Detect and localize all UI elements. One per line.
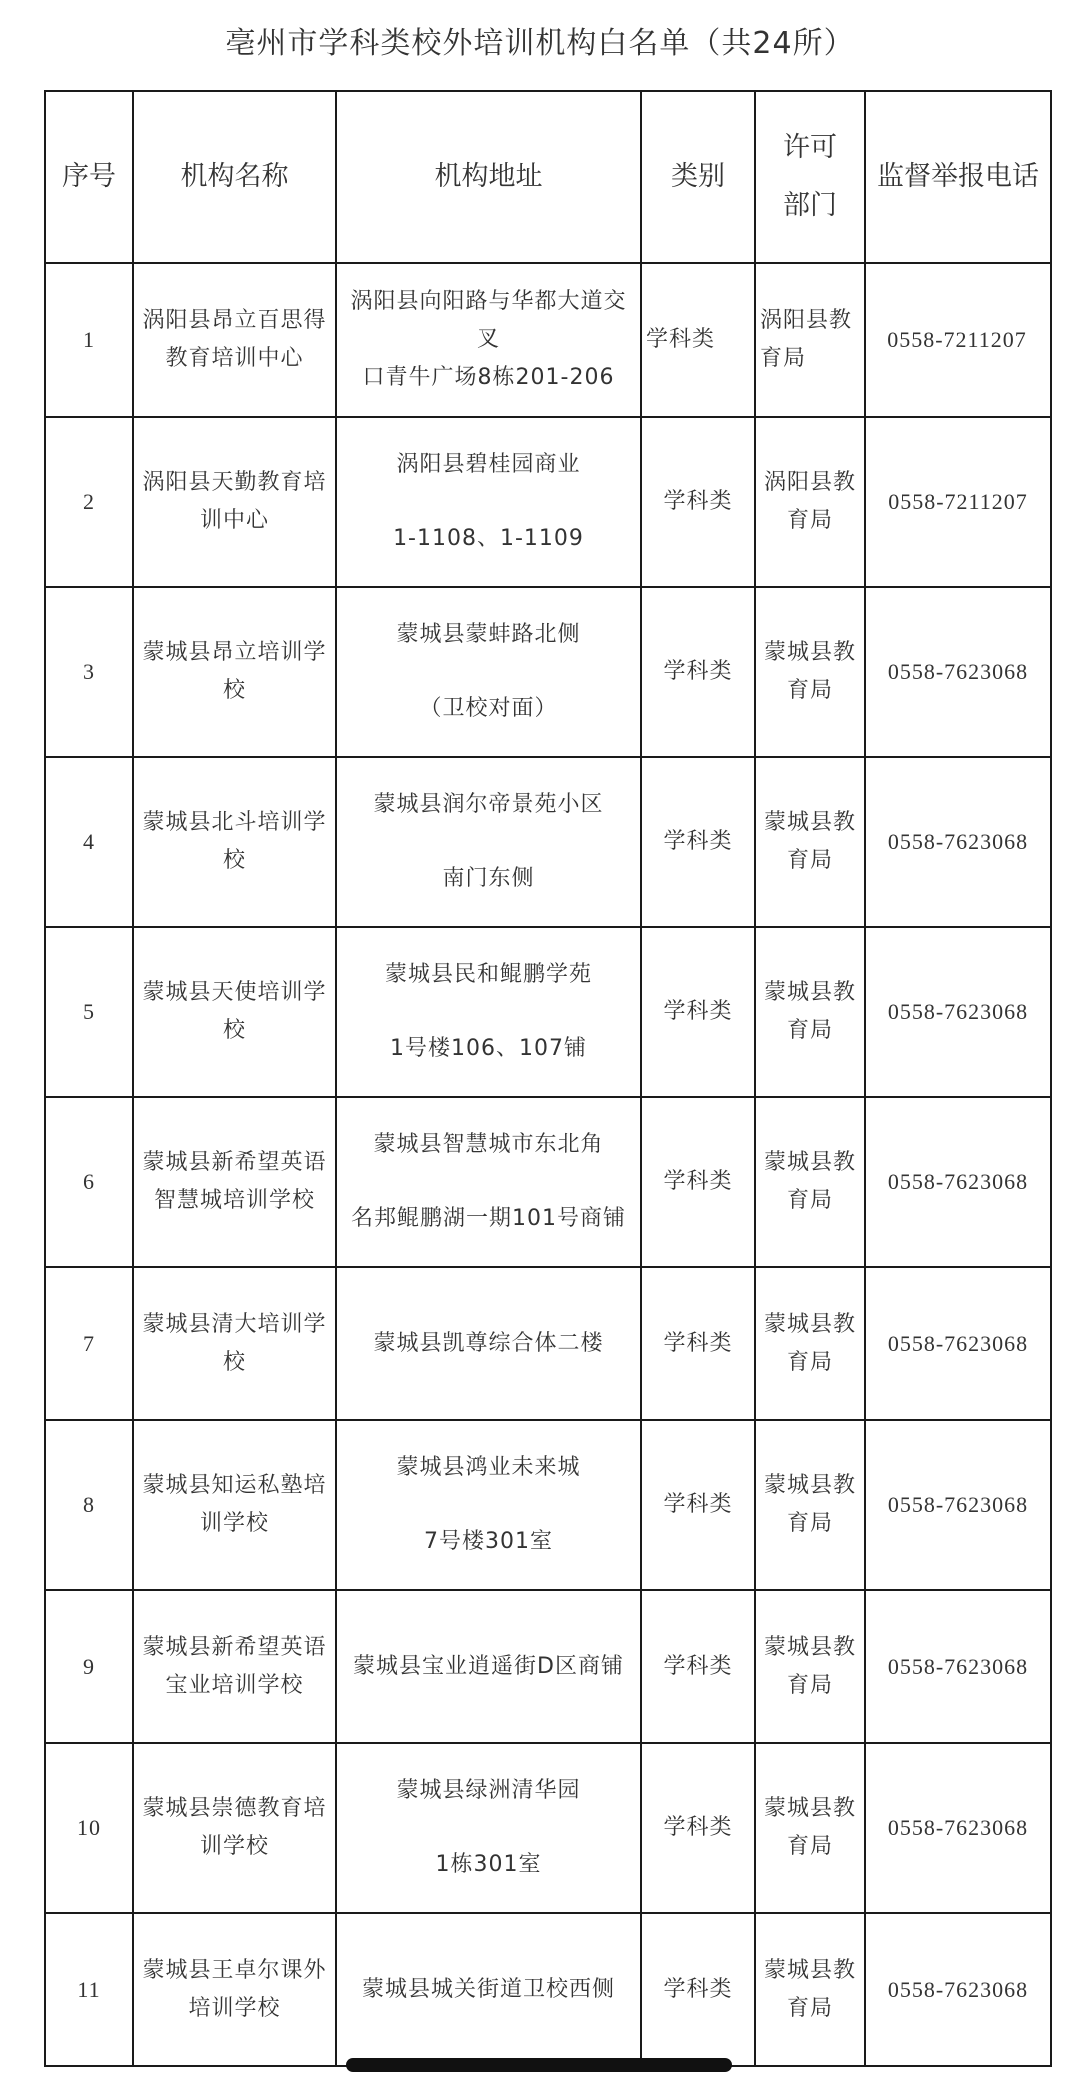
name-line-2: 校 [222, 848, 246, 873]
address-line-2: （卫校对面） [419, 696, 558, 721]
cell-address [336, 263, 641, 417]
address-line-1: 蒙城县民和鲲鹏学苑 [384, 962, 592, 987]
name-line-2: 教育培训中心 [165, 346, 304, 371]
header-category: 类别 [641, 91, 755, 263]
header-index: 序号 [45, 91, 133, 263]
header-name: 机构名称 [133, 91, 336, 263]
table-row [45, 417, 1051, 587]
dept-line-2: 育局 [786, 508, 833, 533]
cell-address [336, 1913, 641, 2066]
dept-line-2: 育局 [786, 1188, 833, 1213]
header-dept-line2: 部门 [783, 190, 837, 221]
dept-line-1: 蒙城县教 [763, 980, 856, 1005]
address-gap [341, 1487, 636, 1523]
cell-address [336, 587, 641, 757]
cell-index: 3 [45, 587, 133, 757]
dept-line-1: 蒙城县教 [763, 1796, 856, 1821]
table-row [45, 587, 1051, 757]
dept-line-1: 涡阳县教 [763, 470, 856, 495]
cell-index: 1 [45, 263, 133, 417]
cell-address [336, 417, 641, 587]
cell-name [133, 417, 336, 587]
table-row [45, 1590, 1051, 1743]
table-row [45, 1913, 1051, 2066]
name-line-2: 训学校 [199, 1834, 269, 1859]
table-row [45, 263, 1051, 417]
name-line-1: 蒙城县天使培训学 [142, 980, 327, 1005]
cell-dept [755, 757, 865, 927]
cell-address [336, 1590, 641, 1743]
name-line-2: 校 [222, 678, 246, 703]
dept-line-2: 育局 [786, 1995, 833, 2021]
cell-phone: 0558-7623068 [865, 1913, 1051, 2066]
address-line-2: 口青牛广场8栋201-206 [362, 365, 615, 390]
address-gap [341, 1810, 636, 1846]
cell-dept [755, 1420, 865, 1590]
header-dept-spacer [760, 170, 860, 184]
dept-line-2: 育局 [786, 1018, 833, 1043]
header-phone: 监督举报电话 [865, 91, 1051, 263]
name-line-1: 涡阳县天勤教育培 [142, 470, 327, 495]
cell-address [336, 757, 641, 927]
cell-phone: 0558-7211207 [865, 263, 1051, 417]
cell-index: 9 [45, 1590, 133, 1743]
name-line-1: 蒙城县知运私塾培 [142, 1473, 327, 1498]
address-gap [341, 994, 636, 1030]
address-gap [341, 1164, 636, 1200]
header-dept-line1: 许可 [783, 132, 837, 163]
cell-index: 6 [45, 1097, 133, 1267]
address-line-2: 1号楼106、107铺 [390, 1036, 587, 1061]
dept-line-2: 育局 [786, 1511, 833, 1536]
table-row [45, 1420, 1051, 1590]
name-line-2: 智慧城培训学校 [153, 1188, 315, 1213]
address-line-1: 蒙城县润尔帝景苑小区 [373, 792, 604, 817]
address-line-1: 蒙城县蒙蚌路北侧 [396, 622, 581, 647]
cell-category: 学科类 [641, 587, 755, 757]
cell-name [133, 1267, 336, 1420]
name-line-1: 涡阳县昂立百思得 [142, 308, 327, 333]
whitelist-table [44, 90, 1052, 2067]
cell-dept [755, 1267, 865, 1420]
address-line-2: 1栋301室 [435, 1852, 542, 1877]
cell-category: 学科类 [641, 263, 755, 417]
cell-address [336, 1743, 641, 1913]
name-line-1: 蒙城县新希望英语 [142, 1150, 327, 1175]
address-gap [341, 484, 636, 520]
dept-line-2: 育局 [786, 678, 833, 703]
table-row [45, 1267, 1051, 1420]
cell-category: 学科类 [641, 1267, 755, 1420]
address-line-1: 涡阳县碧桂园商业 [396, 452, 581, 477]
cell-dept [755, 1590, 865, 1743]
cell-category: 学科类 [641, 757, 755, 927]
name-line-2: 训中心 [199, 508, 269, 533]
name-line-1: 蒙城县北斗培训学 [142, 810, 327, 835]
cell-index: 4 [45, 757, 133, 927]
address-line-1: 涡阳县向阳路与华都大道交叉 [350, 289, 627, 352]
page-title: 亳州市学科类校外培训机构白名单（共24所） [225, 26, 855, 61]
cell-index: 2 [45, 417, 133, 587]
dept-line-1: 蒙城县教 [763, 1473, 856, 1498]
cell-dept [755, 927, 865, 1097]
cell-phone: 0558-7623068 [865, 1097, 1051, 1267]
cell-index: 5 [45, 927, 133, 1097]
dept-line-2: 育局 [786, 848, 833, 873]
cell-dept [755, 587, 865, 757]
cell-category: 学科类 [641, 1743, 755, 1913]
name-line-2: 培训学校 [188, 1995, 281, 2021]
cell-index: 11 [45, 1913, 133, 2066]
cell-address [336, 1097, 641, 1267]
dept-line-2: 育局 [786, 1349, 833, 1375]
dept-line-2: 育局 [786, 1834, 833, 1859]
address-line-1: 蒙城县鸿业未来城 [396, 1455, 581, 1480]
address-gap [341, 824, 636, 860]
cell-name [133, 1097, 336, 1267]
dept-line-2: 育局 [760, 346, 807, 371]
cell-address [336, 927, 641, 1097]
address-line-2: 名邦鲲鹏湖一期101号商铺 [351, 1206, 626, 1231]
name-line-1: 蒙城县崇德教育培 [142, 1796, 327, 1821]
address-line-1: 蒙城县绿洲清华园 [396, 1778, 581, 1803]
cell-name [133, 1420, 336, 1590]
cell-phone: 0558-7211207 [865, 417, 1051, 587]
header-address: 机构地址 [336, 91, 641, 263]
table-row [45, 1097, 1051, 1267]
home-indicator[interactable] [346, 2058, 732, 2072]
name-line-2: 训学校 [199, 1511, 269, 1536]
cell-index: 8 [45, 1420, 133, 1590]
dept-line-1: 蒙城县教 [763, 810, 856, 835]
cell-address [336, 1267, 641, 1420]
dept-line-2: 育局 [786, 1672, 833, 1698]
address-line-2: 1-1108、1-1109 [393, 526, 584, 551]
cell-phone: 0558-7623068 [865, 927, 1051, 1097]
table-row [45, 927, 1051, 1097]
header-dept [755, 91, 865, 263]
cell-phone: 0558-7623068 [865, 1267, 1051, 1420]
cell-category: 学科类 [641, 927, 755, 1097]
cell-phone: 0558-7623068 [865, 1743, 1051, 1913]
cell-category: 学科类 [641, 1913, 755, 2066]
cell-category: 学科类 [641, 1590, 755, 1743]
cell-name [133, 1913, 336, 2066]
address-gap [341, 654, 636, 690]
cell-phone: 0558-7623068 [865, 757, 1051, 927]
cell-name [133, 1743, 336, 1913]
cell-category: 学科类 [641, 417, 755, 587]
cell-phone: 0558-7623068 [865, 587, 1051, 757]
name-line-1: 蒙城县清大培训学 [142, 1311, 327, 1337]
table-header-row [45, 91, 1051, 263]
name-line-1: 蒙城县新希望英语 [142, 1634, 327, 1660]
address-line-1: 蒙城县城关街道卫校西侧 [361, 1976, 615, 2002]
name-line-2: 宝业培训学校 [165, 1672, 304, 1698]
cell-category: 学科类 [641, 1420, 755, 1590]
cell-dept [755, 1913, 865, 2066]
cell-address [336, 1420, 641, 1590]
table-row [45, 1743, 1051, 1913]
name-line-2: 校 [222, 1018, 246, 1043]
cell-dept [755, 417, 865, 587]
dept-line-1: 蒙城县教 [763, 1957, 856, 1983]
cell-index: 10 [45, 1743, 133, 1913]
name-line-2: 校 [222, 1349, 246, 1375]
cell-category: 学科类 [641, 1097, 755, 1267]
cell-name [133, 1590, 336, 1743]
name-line-1: 蒙城县昂立培训学 [142, 640, 327, 665]
dept-line-1: 涡阳县教 [760, 308, 853, 333]
cell-name [133, 263, 336, 417]
address-line-1: 蒙城县宝业逍遥街D区商铺 [353, 1653, 624, 1679]
cell-name [133, 757, 336, 927]
table-body [45, 263, 1051, 2066]
cell-dept [755, 1097, 865, 1267]
address-line-2: 7号楼301室 [424, 1529, 553, 1554]
cell-name [133, 587, 336, 757]
cell-dept [755, 263, 865, 417]
dept-line-1: 蒙城县教 [763, 640, 856, 665]
cell-phone: 0558-7623068 [865, 1590, 1051, 1743]
dept-line-1: 蒙城县教 [763, 1150, 856, 1175]
name-line-1: 蒙城县王卓尔课外 [142, 1957, 327, 1983]
cell-name [133, 927, 336, 1097]
dept-line-1: 蒙城县教 [763, 1634, 856, 1660]
cell-dept [755, 1743, 865, 1913]
table-row [45, 757, 1051, 927]
address-line-1: 蒙城县凯尊综合体二楼 [373, 1330, 604, 1356]
dept-line-1: 蒙城县教 [763, 1311, 856, 1337]
address-line-1: 蒙城县智慧城市东北角 [373, 1132, 604, 1157]
cell-phone: 0558-7623068 [865, 1420, 1051, 1590]
cell-index: 7 [45, 1267, 133, 1420]
address-line-2: 南门东侧 [442, 866, 535, 891]
